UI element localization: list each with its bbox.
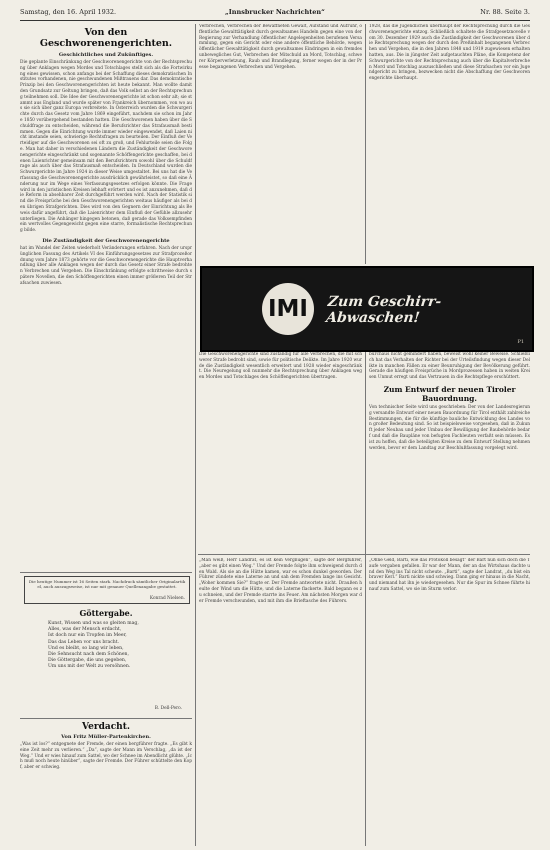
story-continuation-right bbox=[369, 558, 530, 846]
poem bbox=[24, 606, 188, 716]
article-subheadline: Geschichtliches und Zukünftiges. bbox=[58, 52, 154, 58]
article-right-continued: burchaus nicht gemindert haben, beweist wohl keiner Beweise. Schließlich hat das Verhalten der Richter bei der Urteilsfindung wegen dieser Delikte in manchen Fällen zu einer Beunruhigung der Bevölkerung geführt. Gerade die häufigen Freisprüche in Mordprozessen haben in weiten Kreisen Unmut erregt und das Vertrauen in die Rechtspflege erschüttert. bbox=[369, 352, 530, 381]
story bbox=[20, 720, 192, 846]
section-rule bbox=[20, 718, 192, 719]
ad-mark: P1 bbox=[517, 339, 524, 345]
story-body: „Was ist los?“ entgegnete der Fremde, der einen bergführer fragte. „Es gibt keine Zeit mehr zu verlieren.“ „Da“, sagte der Mann im Verschlag, „da ist der Weg.“ Und er wies hinauf zum Sattel, wo der Schnee im Abendlicht glühte. „Ich muß noch heute hinüber“, sagte der Fremde. Der Führer schüttelte den Kopf, aber er schwieg. bbox=[20, 742, 192, 771]
story-continuation-right-body: „Ohne Geld, Barti, wie das Protokoll besagt“ der Bart nun sich doch die Taufe vergaben gefallen. Er war der Mann, der an das Wirtshaus dachte und den Weg ins Tal nicht scheute. „Barti“, sagte der Landrat, „du bist ein braver Kerl.“ Barti nickte und schwieg. Dann ging er hinaus in die Nacht, und niemand hat ihn je wiedergesehen. Nur die Spur im Schnee führte hinauf zum Sattel, wo sie im Sturm verlor. bbox=[369, 558, 530, 592]
article-body-lower: Die Geschworenengerichte sind zuständig für alle Verbrechen, die mit schwerer Strafe bedroht sind, sowie für politische Delikte. Im Jahre 1920 wurde die Zuständigkeit wesentlich erweitert und 1928 wieder eingeschränkt. Die Neuregelung soll nunmehr die Rechtsprechung über Anklagen wegen Mordes und Totschlages den Schöffengerichten übertragen. bbox=[199, 352, 362, 381]
story-title: Verdacht. bbox=[81, 722, 131, 732]
poem-title: Göttergabe. bbox=[79, 608, 133, 618]
poem-author: B. Dell-Pero. bbox=[154, 706, 182, 712]
story-continuation-body: „Man weiß, Herr Landrat, es ist kein Vergnügen“, sagte der Bergführer, „aber es gibt einen Weg.“ Und der Fremde folgte ihm schweigend durch den Wald. Als sie an die Hütte kamen, war es schon dunkel geworden. Der Führer zündete eine Laterne an und sah dem Fremden lange ins Gesicht. „Woher kommen Sie?“ fragte er. Der Fremde antwortete nicht. Draußen heulte der Wind um die Hütte, und die Laterne flackerte. Bald begann es zu schneien, und der Fremde starrte ins Feuer. Am nächsten Morgen war der Fremde verschwunden, und mit ihm die Brieftasche des Führers. bbox=[199, 558, 362, 604]
section-rule bbox=[198, 554, 530, 555]
main-article bbox=[20, 24, 192, 570]
story-continuation bbox=[199, 558, 362, 846]
advertisement-banner bbox=[200, 266, 534, 352]
section-rule bbox=[20, 572, 192, 573]
tirol-headline: Zum Entwurf der neuen Tiroler Bauordnung. bbox=[383, 384, 516, 403]
page-header bbox=[20, 4, 530, 21]
column-rule bbox=[365, 352, 366, 846]
imi-logo-icon: IMI bbox=[262, 283, 314, 335]
story-author: Von Fritz Müller-Partenkirchen. bbox=[61, 734, 151, 740]
main-article-right bbox=[369, 24, 530, 264]
article-body: Die geplante Einschränkung der Geschworenengerichte von der Rechtsprechung über Anklagen wegen Mordes und Totschlages stellt sich als die Fortwirkung eines gewissen, schon anfangs bei der Schaffung dieses demokratischen Institutes vorhandenen, nie geschwundenen Mißtrauens dar. Das demokratische Prinzip bei den Geschworenengerichten ist heute bekannt. Man wollte damit den Grundsatz zur Geltung bringen, daß das Volk selbst an der Rechtsprechung teilnehmen soll. Die Idee der Geschworenengerichte ist schon sehr alt; sie stammt aus England und wurde später von Frankreich übernommen, von wo aus sie sich über ganz Europa verbreitete. In Österreich wurden die Schwurgerichte durch das Gesetz vom Jahre 1869 eingeführt, nachdem sie schon im Jahre 1850 vorübergehend bestanden hatten. Die Geschworenen haben über die Schuldfrage zu entscheiden, während die Berufsrichter das Strafausmaß bestimmen. Gegen die Einrichtung wurde immer wieder eingewendet, daß Laien nicht imstande seien, schwierige Rechtsfragen zu beurteilen. Der Einfluß der Verteidiger auf die Geschworenen sei oft zu groß, und Fehlurteile seien die Folge. Man hat daher in verschiedenen Ländern die Zuständigkeit der Geschworenengerichte eingeschränkt und sogenannte Schöffengerichte geschaffen, bei denen Laienrichter gemeinsam mit den Berufsrichtern sowohl über die Schuldfrage als auch über das Strafausmaß entscheiden. In Deutschland wurden die Schwurgerichte im Jahre 1924 in dieser Weise umgestaltet. Bei uns hat die Verfassung die Geschworenengerichte ausdrücklich gewährleistet, so daß eine Änderung nur im Wege eines Verfassungsgesetzes erfolgen könnte. Die Frage wird in den juristischen Kreisen lebhaft erörtert und es ist anzunehmen, daß die Reform in absehbarer Zeit durchgeführt werden wird. Nach der Statistik sind die Freisprüche bei den Geschworenengerichten weitaus häufiger als bei den übrigen Strafgerichten. Dies wird von den Gegnern der Einrichtung als Beweis dafür angeführt, daß die Laienrichter dem Einfluß der Gefühle allzusehr unterliegen. Die Anhänger hingegen betonen, daß gerade das Volksempfinden ein wertvolles Gegengewicht gegen eine starre, formalistische Rechtsprechung bilde. bbox=[20, 60, 192, 234]
header-masthead: „Innsbrucker Nachrichten“ bbox=[225, 8, 325, 16]
article-body-middle: Verbrechen, Verbrechen der Bewaffneten Gewalt, Aufstand und Aufruhr, öffentliche Gewalttätigkeit durch gewaltsames Handeln gegen eine von der Regierung zur Verhandlung öffentlicher Angelegenheiten berufenen Versammlung, gegen ein Gericht oder eine andere öffentliche Behörde, wegen öffentlicher Gewalttätigkeit durch gewaltsames Eindringen in ein fremdes unbewegliches Gut, Verbrechen der Mitschuld an Mord, Totschlag, schwerer Körperverletzung, Raub und Brandlegung, ferner wegen der in der Presse begangenen Verbrechen und Vergehen. bbox=[199, 24, 362, 70]
right-column-lower bbox=[369, 352, 530, 552]
article-body-right: 1928, das die Jugendlichen überhaupt der Rechtsprechung durch die Geschworenengerichte entzog. Schließlich schaltete die Strafgesetznovelle vom 30. Dezember 1929 auch die Zuständigkeit der Geschworenen über die Rechtsprechung wegen der durch den Preßinhalt begangenen Verbrechen und Vergehen, die in den Jahren 1848 und 1919 zugewiesen erhalten hatten, aus. Die in jüngster Zeit aufgetauchten Pläne, die Kompetenz der Schwurgerichte von der Rechtsprechung auch über die Kapitalverbrechen Mord und Totschlag auszuschließen und diese Strafsachen vor ein Jugendgericht zu bringen, bezwecken nicht die Abschaffung der Geschworenengerichte überhaupt. bbox=[369, 24, 530, 82]
column-rule bbox=[365, 24, 366, 264]
tirol-body: Von technischer Seite wird uns geschrieben: Der von der Landesregierung versandte Entwurf einer neuen Bauordnung für Tirol enthält zahlreiche Bestimmungen, die für die künftige bauliche Entwicklung des Landes von großer Bedeutung sind. So ist beispielsweise vorgesehen, daß in Zukunft jeder Neubau und jeder Umbau der Bewilligung der Baubehörde bedarf und daß die Baupläne von befugten Fachleuten verfaßt sein müssen. Es ist zu hoffen, daß die beteiligten Kreise zu dem Entwurf Stellung nehmen werden, bevor er dem Landtag zur Beschlußfassung vorgelegt wird. bbox=[369, 404, 530, 451]
main-article-continuation bbox=[199, 24, 362, 264]
poem-lines: Kunst, Wissen und was so gleiten mag, Alles, was der Mensch erdacht, Ist doch nur ein Tropfen im Meer, Das das Leben vor uns bracht. Und es bleibt, so lang wir leben, Die Sehnsucht nach dem Schönen, Die Göttergabe, die uns gegeben, Um uns mit der Welt zu versöhnen. bbox=[48, 621, 139, 670]
notice-signature: Konrad Nielsen. bbox=[149, 596, 185, 602]
notice-text: Die heutige Nummer ist 16 Seiten stark. Nachdruck sämtlicher Originalartikel, auch auszugsweise, ist nur mit genauer Quellenangabe gestattet. bbox=[28, 579, 186, 590]
column-rule bbox=[195, 24, 196, 846]
article-body-continued: hat im Wandel der Zeiten wiederholt Veränderungen erfahren. Nach der ursprünglichen Fassung des Artikels VI des Einführungsgesetzes zur Strafprozeßordnung vom Jahre 1873 gehörte vor die Geschworenengerichte die Hauptverhandlung über alle Anklagen wegen der durch das Gesetz einer Strafe bedrohten Verbrechen und Vergehen. Die Einschränkung erfolgte schrittweise durch spätere Novellen, die den Schöffengerichten einen immer größeren Teil der Strafsachen zuwiesen. bbox=[20, 245, 192, 286]
article-section-heading: Die Zuständigkeit der Geschworenengerichte bbox=[42, 237, 170, 244]
header-page-number: Nr. 88. Seite 3. bbox=[480, 8, 530, 16]
main-article-lower bbox=[199, 352, 362, 552]
notice-box bbox=[24, 576, 190, 604]
article-headline: Von den Geschworenengerichten. bbox=[39, 27, 173, 49]
ad-slogan: Zum Geschirr-Abwaschen! bbox=[325, 294, 443, 326]
header-date: Samstag, den 16. April 1932. bbox=[20, 8, 117, 16]
